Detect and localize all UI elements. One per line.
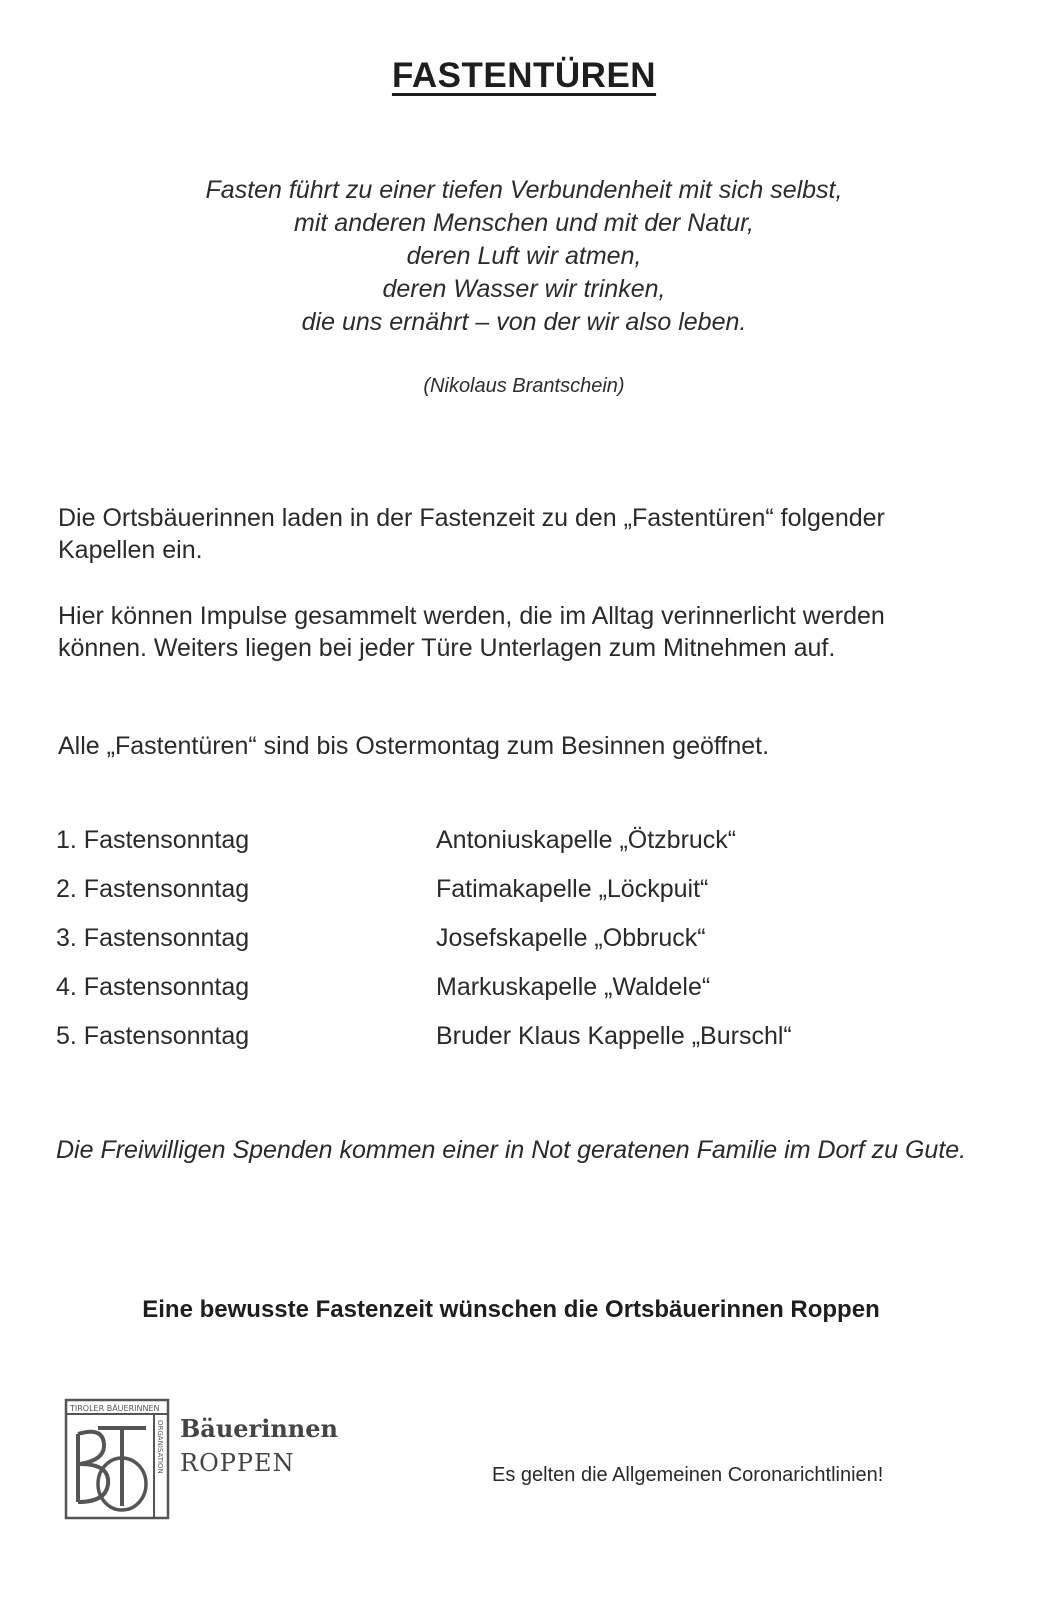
logo-wordmark: [180, 1412, 338, 1480]
schedule-day: 1. Fastensonntag: [56, 826, 250, 854]
schedule-row: [56, 1018, 956, 1067]
schedule-day: 4. Fastensonntag: [56, 973, 250, 1001]
logo-name-line2: ROPPEN: [180, 1449, 295, 1477]
impulses-paragraph: Hier können Impulse gesammelt werden, die im Alltag verinnerlicht werden können. Weiters liegen bei jeder Türe Unterlagen zum Mitnehmen auf.: [58, 602, 885, 662]
schedule-chapel: Bruder Klaus Kappelle „Burschl“: [436, 1022, 792, 1050]
schedule-day: 3. Fastensonntag: [56, 924, 250, 952]
quote-block: [0, 174, 1048, 339]
schedule-chapel: Josefskapelle „Obbruck“: [436, 924, 706, 952]
quote-line: Fasten führt zu einer tiefen Verbundenheit mit sich selbst,: [205, 176, 843, 204]
stamp-side-text: ORGANISATION: [156, 1420, 164, 1474]
quote-line: deren Wasser wir trinken,: [382, 275, 666, 303]
quote-line: deren Luft wir atmen,: [406, 242, 642, 270]
page-title: [0, 56, 1048, 96]
quote-author: (Nikolaus Brantschein): [423, 375, 625, 397]
schedule-row: [56, 871, 956, 920]
donation-note: Die Freiwilligen Spenden kommen einer in Not geratenen Familie im Dorf zu Gute.: [56, 1136, 967, 1164]
schedule-row: [56, 822, 956, 871]
invitation-paragraph: Die Ortsbäuerinnen laden in der Fastenzeit zu den „Fastentüren“ folgender Kapellen ein.: [58, 504, 885, 564]
quote-line: mit anderen Menschen und mit der Natur,: [294, 209, 754, 237]
corona-notice: Es gelten die Allgemeinen Coronarichtlinien!: [492, 1464, 884, 1486]
page-title-text: FASTENTÜREN: [391, 56, 657, 95]
opening-paragraph: Alle „Fastentüren“ sind bis Ostermontag zum Besinnen geöffnet.: [58, 732, 770, 760]
tbo-stamp-logo-icon: [64, 1398, 172, 1522]
schedule-row: [56, 969, 956, 1018]
schedule-chapel: Markuskapelle „Waldele“: [436, 973, 711, 1001]
logo-name-line1: Bäuerinnen: [180, 1414, 338, 1443]
schedule-row: [56, 920, 956, 969]
quote-line: die uns ernährt – von der wir also leben.: [301, 308, 747, 336]
stamp-top-text: TIROLER BÄUERINNEN: [70, 1404, 160, 1413]
closing-wish: Eine bewusste Fastenzeit wünschen die Ortsbäuerinnen Roppen: [142, 1296, 880, 1323]
schedule-chapel: Fatimakapelle „Löckpuit“: [436, 875, 709, 903]
schedule-day: 2. Fastensonntag: [56, 875, 250, 903]
chapel-schedule: [56, 822, 956, 1067]
schedule-day: 5. Fastensonntag: [56, 1022, 250, 1050]
schedule-chapel: Antoniuskapelle „Ötzbruck“: [436, 826, 737, 854]
